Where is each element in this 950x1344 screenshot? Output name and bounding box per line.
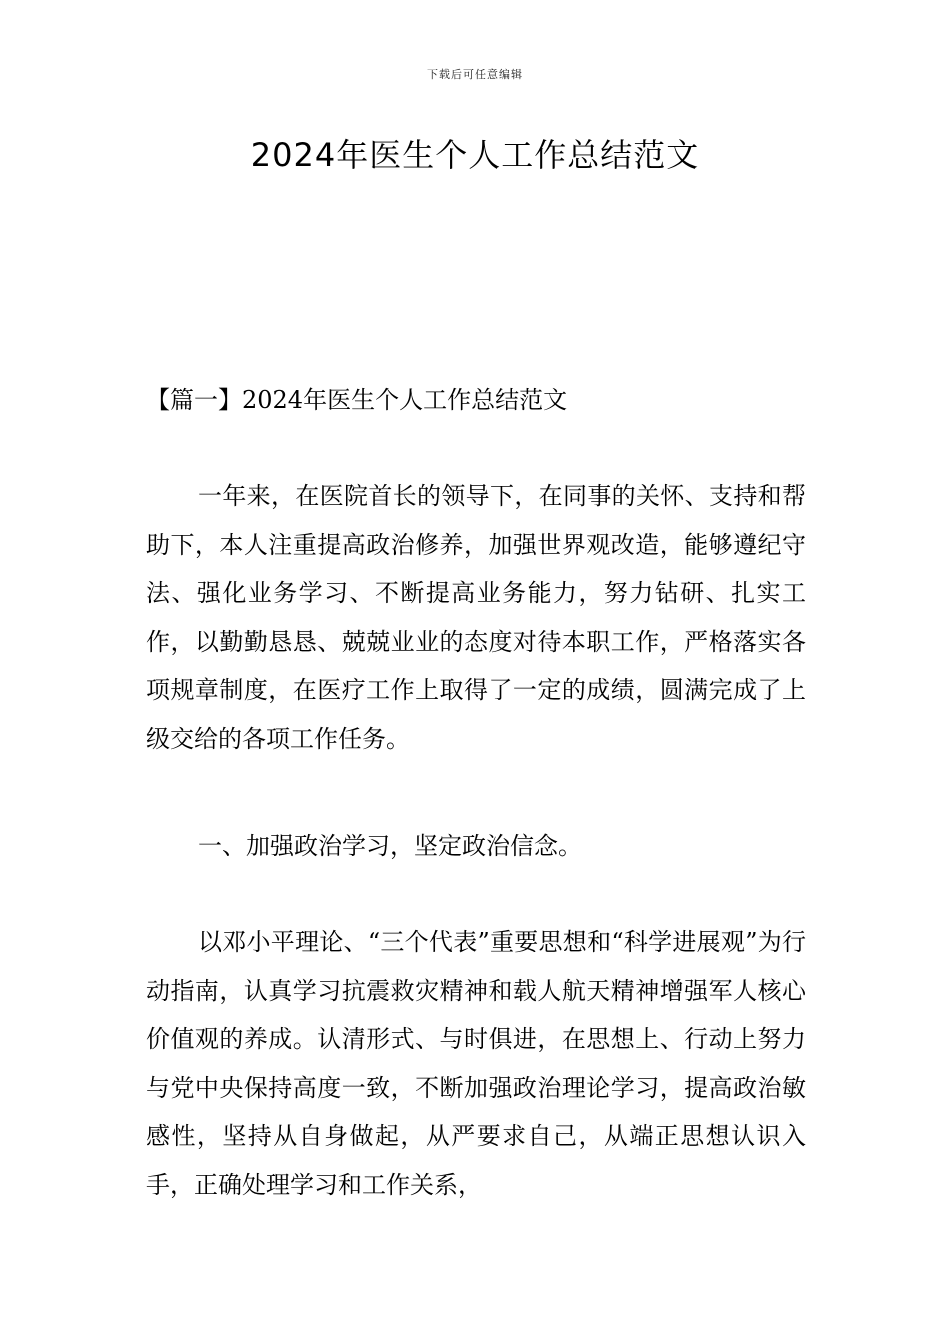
document-title: 2024年医生个人工作总结范文 xyxy=(250,136,700,174)
body-paragraph-political-study: 以邓小平理论、“三个代表”重要思想和“科学进展观”为行动指南，认真学习抗震救灾精神和载人航天精神增强军人核心价值观的养成。认清形式、与时俱进，在思想上、行动上努力与党中央保持高度一致，不断加强政治理论学习，提高政治敏感性，坚持从自身做起，从严要求自己，从端正思想认识入手，正确处理学习和工作关系， xyxy=(146,928,806,1199)
section-heading: 【篇一】2024年医生个人工作总结范文 xyxy=(146,386,568,414)
header-note: 下载后可任意编辑 xyxy=(427,68,523,81)
intro-paragraph: 一年来，在医院首长的领导下，在同事的关怀、支持和帮助下，本人注重提高政治修养，加强世界观改造，能够遵纪守法、强化业务学习、不断提高业务能力，努力钻研、扎实工作，以勤勤恳恳、兢兢业业的态度对待本职工作，严格落实各项规章制度，在医疗工作上取得了一定的成绩，圆满完成了上级交给的各项工作任务。 xyxy=(146,482,806,753)
subheading-political-study: 一、加强政治学习，坚定政治信念。 xyxy=(198,832,582,860)
